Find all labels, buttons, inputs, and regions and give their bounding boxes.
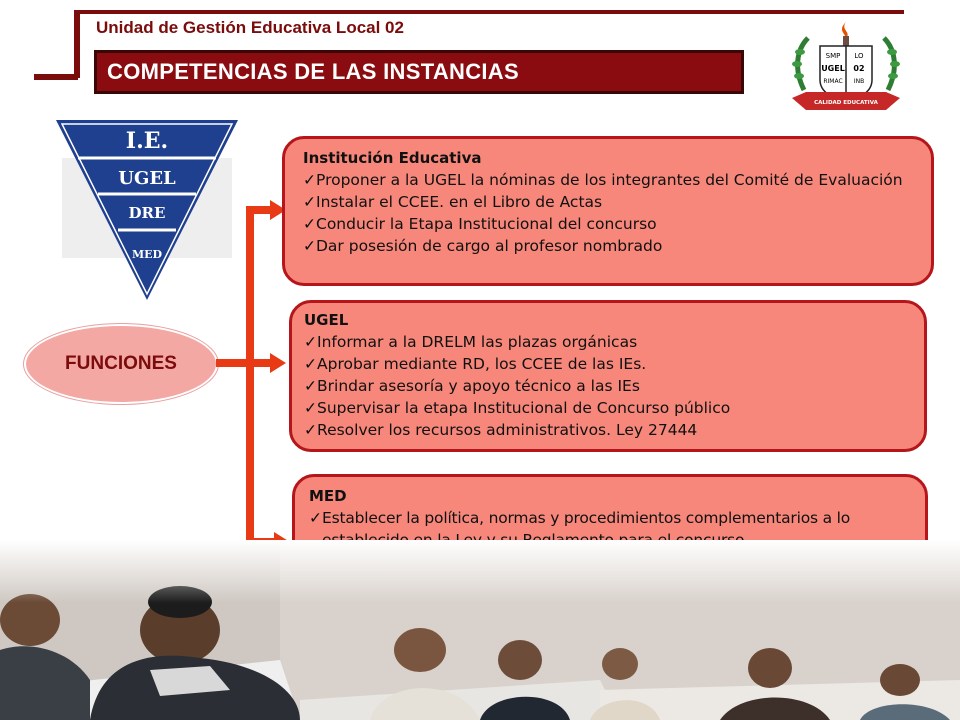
list-item: ✓Aprobar mediante RD, los CCEE de las IEs. [304, 355, 647, 373]
pyramid-level-dre: DRE [128, 204, 166, 222]
arrow-right-icon [270, 353, 286, 373]
logo-motto: CALIDAD EDUCATIVA [814, 100, 878, 106]
logo-text: INB [853, 78, 865, 85]
box-ugel [289, 300, 927, 452]
list-item: ✓Resolver los recursos administrativos. Ley 27444 [304, 421, 698, 439]
list-item: ✓Proponer a la UGEL la nóminas de los integrantes del Comité de Evaluación [303, 171, 903, 189]
connector-stub [216, 359, 250, 367]
org-name: Unidad de Gestión Educativa Local 02 [96, 18, 404, 37]
funciones-oval [26, 326, 216, 402]
box-heading: UGEL [304, 311, 349, 329]
logo-text: UGEL [821, 64, 845, 73]
pyramid-level-med: MED [131, 248, 163, 261]
check-icon: ✓ [303, 237, 316, 255]
page-title: COMPETENCIAS DE LAS INSTANCIAS [107, 59, 519, 84]
check-icon: ✓ [303, 193, 316, 211]
check-icon: ✓ [303, 215, 316, 233]
frame-line-bottom [34, 74, 78, 80]
check-icon: ✓ [304, 355, 317, 373]
list-item: ✓Supervisar la etapa Institucional de Concurso público [304, 399, 731, 417]
funciones-label: FUNCIONES [65, 353, 177, 374]
connector-vertical [246, 206, 254, 546]
box-heading: Institución Educativa [303, 149, 482, 167]
list-item: ✓Brindar asesoría y apoyo técnico a las IEs [304, 377, 640, 395]
check-icon: ✓ [304, 421, 317, 439]
frame-line-top [74, 10, 904, 14]
list-item: ✓Dar posesión de cargo al profesor nombrado [303, 237, 663, 255]
check-icon: ✓ [309, 509, 322, 527]
check-icon: ✓ [304, 377, 317, 395]
box-heading: MED [309, 487, 347, 505]
list-item: ✓Instalar el CCEE. en el Libro de Actas [303, 193, 603, 211]
title-bar [94, 50, 744, 94]
check-icon: ✓ [303, 171, 316, 189]
logo-text: SMP [825, 52, 841, 60]
pyramid-level-ugel: UGEL [118, 168, 176, 189]
list-item: ✓Conducir la Etapa Institucional del concurso [303, 215, 657, 233]
logo-text: 02 [853, 64, 865, 73]
pyramid-level-ie: I.E. [125, 128, 169, 154]
logo-text: RIMAC [823, 78, 843, 85]
ugel-logo [786, 20, 906, 116]
box-institucion-educativa [282, 136, 934, 286]
list-item: ✓Establecer la política, normas y procedimientos complementarios a lo [309, 509, 850, 527]
frame-line-vertical [74, 12, 80, 78]
check-icon: ✓ [304, 333, 317, 351]
list-item: ✓Informar a la DRELM las plazas orgánicas [304, 333, 638, 351]
logo-text: LO [854, 52, 864, 60]
exam-photo [0, 540, 960, 720]
hierarchy-pyramid [48, 118, 246, 304]
check-icon: ✓ [304, 399, 317, 417]
